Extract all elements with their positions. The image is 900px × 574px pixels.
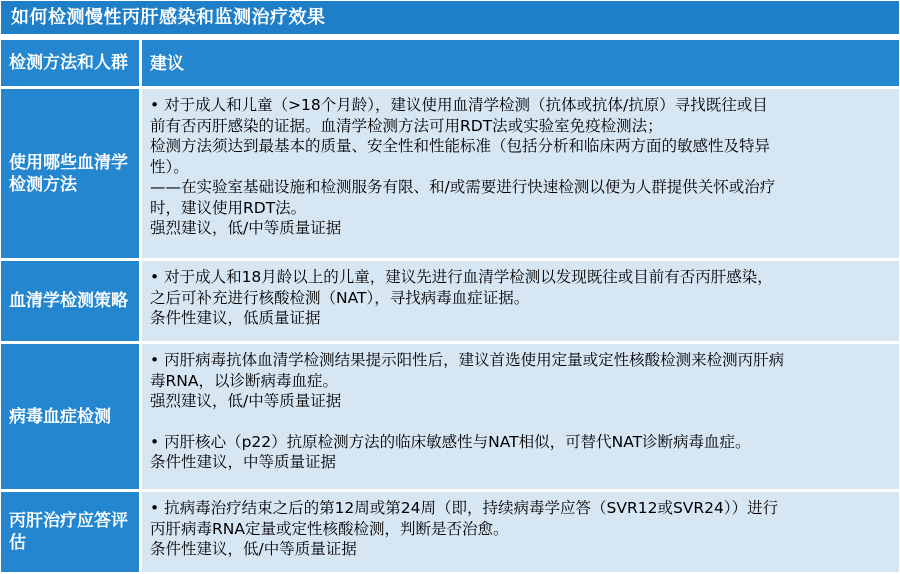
- text-line: • 对于成人和儿童（>18个月龄），建议使用血清学检测（抗体或抗体/抗原）寻找既往或目: [150, 96, 768, 114]
- row-recommendation: [142, 344, 899, 489]
- evidence-grade: 强烈建议，低/中等质量证据: [150, 219, 342, 237]
- text-line: • 抗病毒治疗结束之后的第12周或第24周（即，持续病毒学应答（SVR12或SVR24））进行: [150, 499, 779, 517]
- row-recommendation: [142, 492, 899, 572]
- evidence-grade: 条件性建议，中等质量证据: [150, 453, 337, 471]
- text-line: 时，建议使用RDT法。: [150, 198, 307, 217]
- row-label: 丙肝治疗应答评估: [1, 492, 142, 572]
- text-line: • 丙肝病毒抗体血清学检测结果提示阳性后，建议首选使用定量或定性核酸检测来检测丙肝病: [150, 351, 785, 369]
- table-row: [1, 261, 899, 341]
- header-recommendation-cell: 建议: [142, 40, 899, 86]
- table-row: [1, 492, 899, 572]
- spacer: [150, 412, 891, 432]
- evidence-grade: 条件性建议，低/中等质量证据: [150, 540, 357, 558]
- header-method-cell: 检测方法和人群: [1, 40, 142, 86]
- text-line: 前有否丙肝感染的证据。血清学检测方法可用RDT法或实验室免疫检测法；: [150, 116, 663, 135]
- table-header-row: [1, 40, 899, 86]
- text-line: • 丙肝核心（p22）抗原检测方法的临床敏感性与NAT相似，可替代NAT诊断病毒血症。: [150, 432, 751, 451]
- table-row: [1, 89, 899, 258]
- text-line: 检测方法须达到最基本的质量、安全性和性能标准（包括分析和临床两方面的敏感性及特异: [150, 137, 771, 155]
- row-label: 使用哪些血清学检测方法: [1, 89, 142, 258]
- row-recommendation: [142, 261, 899, 341]
- guideline-table: [1, 1, 899, 572]
- row-label: 血清学检测策略: [1, 261, 142, 341]
- text-line: 性）。: [150, 157, 189, 176]
- table-row: [1, 344, 899, 489]
- row-recommendation: [142, 89, 899, 258]
- text-line: • 对于成人和18月龄以上的儿童，建议先进行血清学检测以发现既往或目前有否丙肝感染，: [150, 268, 773, 286]
- text-line: 之后可补充进行核酸检测（NAT），寻找病毒血症证据。: [150, 288, 530, 307]
- text-line: 毒RNA，以诊断病毒血症。: [150, 371, 338, 390]
- page-title: 如何检测慢性丙肝感染和监测治疗效果: [1, 1, 899, 34]
- evidence-grade: 强烈建议，低/中等质量证据: [150, 392, 342, 410]
- text-line: 丙肝病毒RNA定量或定性核酸检测，判断是否治愈。: [150, 519, 509, 538]
- row-label: 病毒血症检测: [1, 344, 142, 489]
- evidence-grade: 条件性建议，低质量证据: [150, 309, 321, 327]
- text-line: ——在实验室基础设施和检测服务有限、和/或需要进行快速检测以便为人群提供关怀或治疗: [150, 178, 776, 196]
